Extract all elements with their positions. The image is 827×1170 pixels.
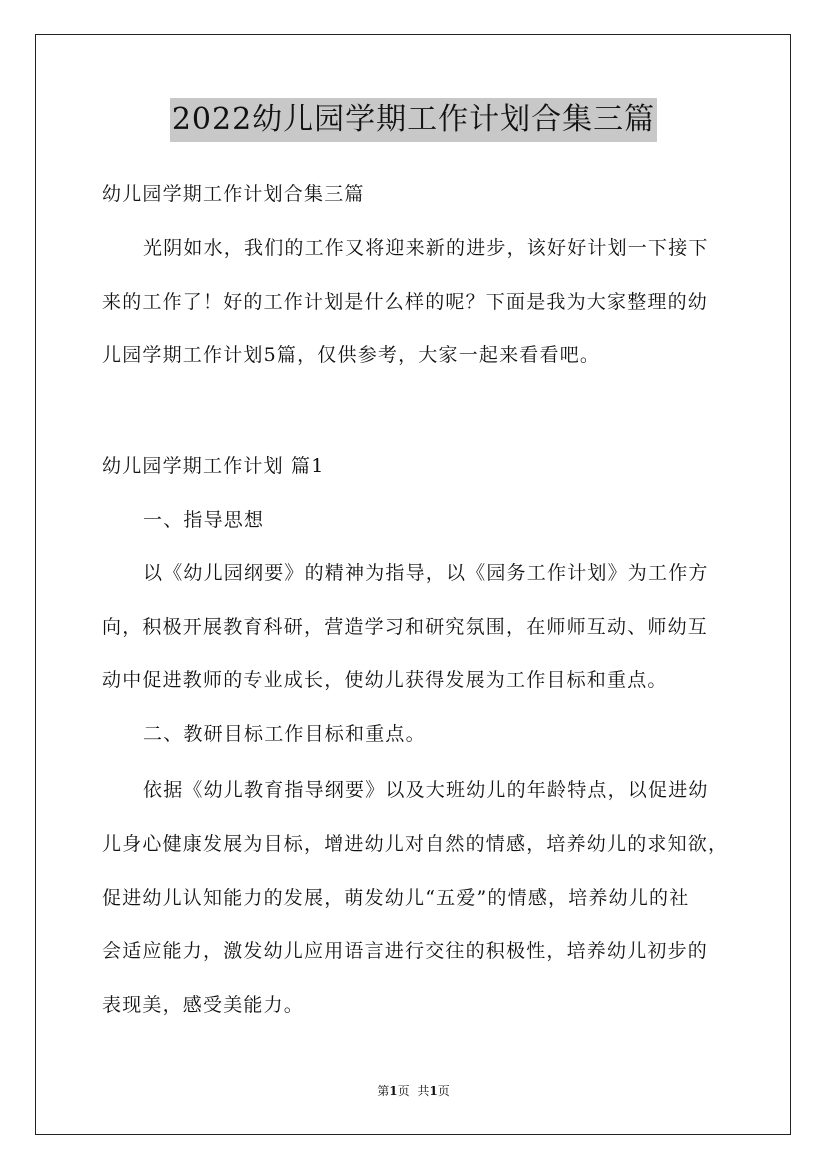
part1-line-3: 动中促进教师的专业成长，使幼儿获得发展为工作目标和重点。 [102, 669, 668, 691]
part2-line-2: 儿身心健康发展为目标，增进幼儿对自然的情感，培养幼儿的求知欲， [102, 833, 729, 855]
part2-line-3: 促进幼儿认知能力的发展，萌发幼儿“五爱”的情感，培养幼儿的社 [102, 887, 690, 909]
total-pages: 1 [429, 1084, 438, 1098]
part1-line-2: 向，积极开展教育科研，营造学习和研究氛围，在师师互动、师幼互 [102, 616, 709, 638]
part2-heading: 二、教研目标工作目标和重点。 [143, 723, 426, 745]
total-prefix: 共 [417, 1084, 430, 1098]
intro-line-2: 来的工作了！好的工作计划是什么样的呢？下面是我为大家整理的幼 [102, 291, 709, 313]
page-prefix: 第 [377, 1084, 390, 1098]
total-suffix: 页 [437, 1084, 450, 1098]
page-suffix: 页 [397, 1084, 410, 1098]
page-number: 1 [389, 1084, 398, 1098]
part2-line-4: 会适应能力，激发幼儿应用语言进行交往的积极性，培养幼儿初步的 [102, 940, 709, 962]
subtitle: 幼儿园学期工作计划合集三篇 [102, 183, 365, 205]
document-title: 2022幼儿园学期工作计划合集三篇 [170, 98, 657, 142]
part2-line-1: 依据《幼儿教育指导纲要》以及大班幼儿的年龄特点，以促进幼 [143, 779, 709, 801]
part1-line-1: 以《幼儿园纲要》的精神为指导，以《园务工作计划》为工作方 [143, 562, 709, 584]
part1-heading: 一、指导思想 [143, 509, 265, 531]
section1-heading: 幼儿园学期工作计划 篇1 [102, 455, 325, 477]
title-container [0, 98, 827, 142]
intro-line-3: 儿园学期工作计划5篇，仅供参考，大家一起来看看吧。 [102, 344, 601, 366]
intro-line-1: 光阴如水，我们的工作又将迎来新的进步，该好好计划一下接下 [143, 237, 709, 259]
part2-line-5: 表现美，感受美能力。 [102, 994, 305, 1016]
page-footer [0, 1083, 827, 1099]
